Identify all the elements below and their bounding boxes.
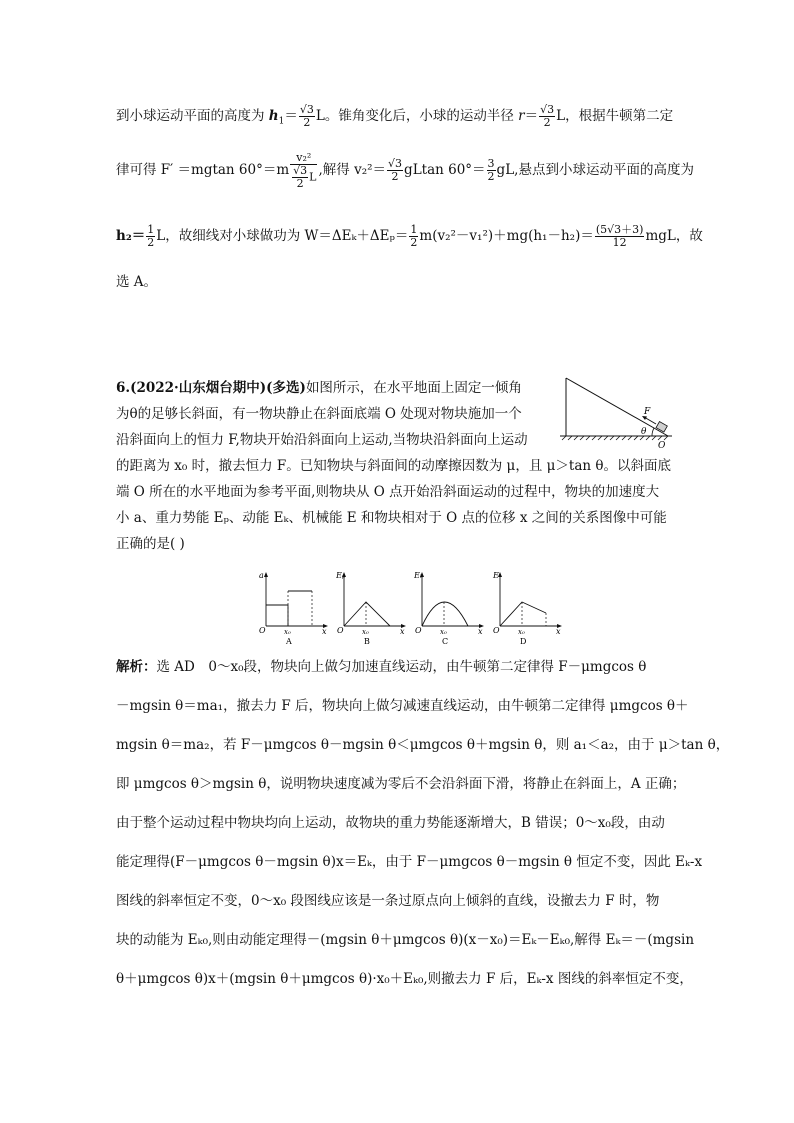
angle-arc [652,428,654,436]
question-line-6 [116,508,678,528]
y-label: Eₖ [414,571,423,580]
text: m(v₂²－v₁²)＋mg(h₁－h₂)＝ [419,228,594,244]
graph-c [414,568,488,646]
denominator: 2 [296,176,304,190]
question-line-5 [116,482,678,502]
tick-label: x₀ [518,628,525,636]
x-label: x [478,627,483,636]
text: 律可得 F′ ＝mgtan 60°＝m [116,162,290,178]
fraction [146,224,155,249]
numerator: √3 [299,103,314,116]
text: mgL，故 [645,228,703,244]
question-line-2 [116,404,554,424]
graph-a [258,568,332,646]
text: 的距离为 x₀ 时，撤去恒力 F。已知物块与斜面间的动摩擦因数为 μ，且 μ＞tan θ。以斜面底 [116,458,671,474]
text: ＝ [524,108,539,124]
analysis-label: 解析： [116,659,157,675]
text: ＝ [284,108,298,124]
symbol-r: r [518,108,525,124]
numerator: 1 [147,223,155,236]
denominator: 2 [147,236,155,249]
fraction [539,104,555,129]
denominator: 2 [487,170,495,183]
origin-label: O [658,441,666,451]
caption: B [364,637,370,646]
numerator: √3 [293,163,308,177]
x-label: x [556,627,561,636]
analysis-line-2 [116,696,689,716]
analysis-line-1 [116,657,678,677]
denominator [290,165,317,190]
analysis-line-3 [116,735,730,755]
x-label: x [400,627,405,636]
text: 块的动能为 Eₖ₀,则由动能定理得－(mgsin θ＋μmgcos θ)(x－x₀)＝Eₖ－Eₖ₀,解得 Eₖ＝－(mgsin [116,932,695,948]
nested-fraction [292,165,308,190]
y-label: E [493,571,499,580]
graph-d [492,568,566,646]
text: mgsin θ＝ma₂，若 F－μmgcos θ－mgsin θ＜μmgcos θ＋mgsin θ，则 a₁＜a₂，由于 μ＞tan θ， [116,737,730,753]
series-line [266,605,288,626]
y-label: a [259,571,264,580]
option-graphs [258,568,568,648]
text: L [309,170,317,183]
numerator: √3 [540,103,555,116]
text: gLtan 60°＝ [404,162,486,178]
text: 沿斜面向上的恒力 F,物块开始沿斜面向上运动,当物块沿斜面向上运动 [116,432,528,448]
text: 由于整个运动过程中物块均向上运动，故物块的重力势能逐渐增大，B 错误；0～x₀段，由动 [116,815,665,831]
subscript: 1 [278,116,285,127]
text: 如图所示，在水平地面上固定一倾角 [305,380,522,396]
graph-b [336,568,410,646]
text: 正确的是( ) [116,536,185,552]
origin-label: O [493,626,500,635]
fraction [595,224,645,249]
denominator: 2 [543,116,551,129]
series-line [500,602,546,626]
text: L。锥角变化后，小球的运动半径 [315,108,519,124]
incline-surface [566,378,668,436]
text: 即 μmgcos θ＞mgsin θ，说明物块速度减为零后不会沿斜面下滑，将静止在斜面上，A 正确； [116,776,686,792]
incline-figure [556,372,676,452]
caption: A [286,637,292,646]
text: 小 a、重力势能 Eₚ、动能 Eₖ、机械能 E 和物块相对于 O 点的位移 x 之间的关系图像中可能 [116,510,667,526]
fraction [299,104,315,129]
solution-line-1 [116,96,678,136]
numerator: √3 [388,157,403,170]
text: 能定理得(F－μmgcos θ－mgsin θ)x＝Eₖ，由于 F－μmgcos θ－mgsin θ 恒定不变，因此 Eₖ-x [116,854,703,870]
text: ,解得 v₂²＝ [318,162,387,178]
question-line-7 [116,534,678,554]
question-line-4 [116,456,678,476]
analysis-line-4 [116,774,686,794]
caption: C [442,637,449,646]
denominator: 12 [612,236,627,249]
numerator: (5√3＋3) [595,223,644,236]
numerator: 1 [410,223,418,236]
numerator: 3 [487,157,495,170]
series-curve [422,602,468,626]
analysis-line-8 [116,930,695,950]
x-label: x [322,627,327,636]
numerator: v₂² [290,152,317,165]
denominator: 2 [391,170,399,183]
text: 为θ的足够长斜面，有一物块静止在斜面底端 O 处现对物块施加一个 [116,406,522,422]
analysis-line-9 [116,969,693,989]
question-line-1 [116,378,554,398]
text: 端 O 所在的水平地面为参考平面,则物块从 O 点开始沿斜面运动的过程中，物块的加速度大 [116,484,660,500]
analysis-line-7 [116,891,678,911]
text: －mgsin θ＝ma₁，撤去力 F 后，物块向上做匀减速直线运动，由牛顿第二定律得 μmgcos θ＋ [116,698,689,714]
text: gL,悬点到小球运动平面的高度为 [496,162,694,178]
text: L，故细线对小球做功为 W＝ΔEₖ＋ΔEₚ＝ [156,228,409,244]
force-label: F [644,407,651,417]
symbol-h1: h [268,108,279,124]
text: 选 A。 [116,274,158,290]
ground-hatching [562,436,668,440]
question-tag: (多选) [266,380,306,396]
text: θ＋μmgcos θ)x＋(mgsin θ＋μmgcos θ)·x₀＋Eₖ₀,则撤去力 F 后，Eₖ-x 图线的斜率恒定不变， [116,971,693,987]
tick-label: x₀ [362,628,369,636]
tick-label: x₀ [440,628,447,636]
text: L，根据牛顿第二定 [556,108,674,124]
analysis-line-5 [116,813,678,833]
question-source: (2022·山东烟台期中) [130,380,267,396]
fraction [409,224,418,249]
denominator: 2 [303,116,311,129]
question-number: 6. [116,380,131,396]
origin-label: O [337,626,344,635]
tick-label: x₀ [284,628,291,636]
solution-line-2 [116,140,694,200]
question-line-3 [116,430,554,450]
fraction [487,158,496,183]
origin-label: O [259,626,266,635]
analysis-line-6 [116,852,703,872]
solution-line-3 [116,214,703,258]
denominator: 2 [410,236,418,249]
text: 图线的斜率恒定不变，0～x₀ 段图线应该是一条过原点向上倾斜的直线，设撤去力 F 时，物 [116,893,660,909]
origin-label: O [415,626,422,635]
text: h₂＝ [116,228,146,244]
text: 到小球运动平面的高度为 [116,108,269,124]
angle-label: θ [641,427,647,437]
caption: D [520,637,527,646]
text: 选 AD 0～x₀段，物块向上做匀加速直线运动，由牛顿第二定律得 F－μmgcos θ [156,659,647,675]
fraction [387,158,403,183]
y-arrowhead [264,572,268,577]
y-label: Eₚ [336,571,346,580]
solution-line-4 [116,272,678,292]
series-line [344,602,390,626]
fraction-complex [290,152,317,190]
